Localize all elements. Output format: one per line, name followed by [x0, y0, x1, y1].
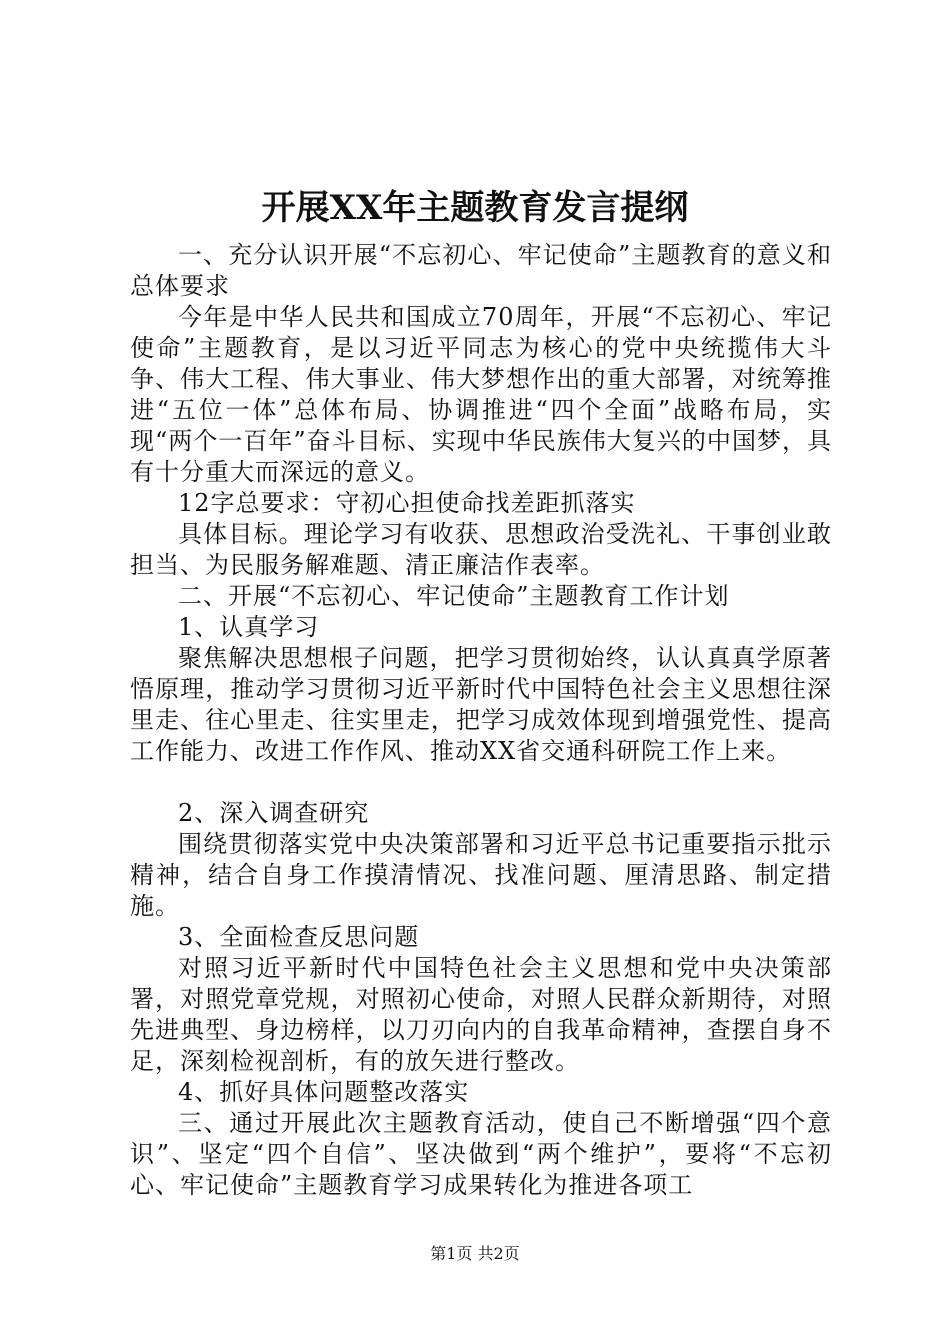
- paragraph: 围绕贯彻落实党中央决策部署和习近平总书记重要指示批示精神，结合自身工作摸清情况、找准问题、厘清思路、制定措施。: [130, 830, 832, 920]
- page-number-footer: 第1页 共2页: [430, 1244, 520, 1263]
- subheading-1: 1、认真学习: [178, 613, 320, 641]
- paragraph: 聚焦解决思想根子问题，把学习贯彻始终，认认真真学原著悟原理，推动学习贯彻习近平新时代中国特色社会主义思想往深里走、往心里走、往实里走，把学习成效体现到增强党性、提高工作能力、改进工作作风、推动XX省交通科研院工作上来。: [130, 644, 832, 765]
- paragraph: 今年是中华人民共和国成立70周年，开展“不忘初心、牢记使命”主题教育，是以习近平同志为核心的党中央统揽伟大斗争、伟大工程、伟大事业、伟大梦想作出的重大部署，对统筹推进“五位一体”总体布局、协调推进“四个全面”战略布局，实现“两个一百年”奋斗目标、实现中华民族伟大复兴的中国梦，具有十分重大而深远的意义。: [130, 303, 832, 486]
- subheading-3: 3、全面检查反思问题: [178, 923, 420, 951]
- paragraph: 对照习近平新时代中国特色社会主义思想和党中央决策部署，对照党章党规，对照初心使命，对照人民群众新期待，对照先进典型、身边榜样，以刀刃向内的自我革命精神，查摆自身不足，深刻检视剖析，有的放矢进行整改。: [130, 954, 832, 1075]
- section-heading-3: 三、通过开展此次主题教育活动，使自己不断增强“四个意识”、坚定“四个自信”、坚决做到“两个维护”，要将“不忘初心、牢记使命”主题教育学习成果转化为推进各项工: [130, 1109, 832, 1199]
- document-body: [130, 240, 832, 1201]
- document-title: 开展XX年主题教育发言提纲: [261, 188, 689, 228]
- paragraph: 具体目标。理论学习有收获、思想政治受洗礼、干事创业敢担当、为民服务解难题、清正廉洁作表率。: [130, 520, 832, 579]
- paragraph: 12字总要求：守初心担使命找差距抓落实: [178, 489, 636, 517]
- subheading-4: 4、抓好具体问题整改落实: [178, 1078, 470, 1106]
- subheading-2: 2、深入调查研究: [178, 799, 370, 827]
- section-heading-2: 二、开展“不忘初心、牢记使命”主题教育工作计划: [178, 582, 730, 610]
- section-heading-1: 一、充分认识开展“不忘初心、牢记使命”主题教育的意义和总体要求: [130, 241, 832, 300]
